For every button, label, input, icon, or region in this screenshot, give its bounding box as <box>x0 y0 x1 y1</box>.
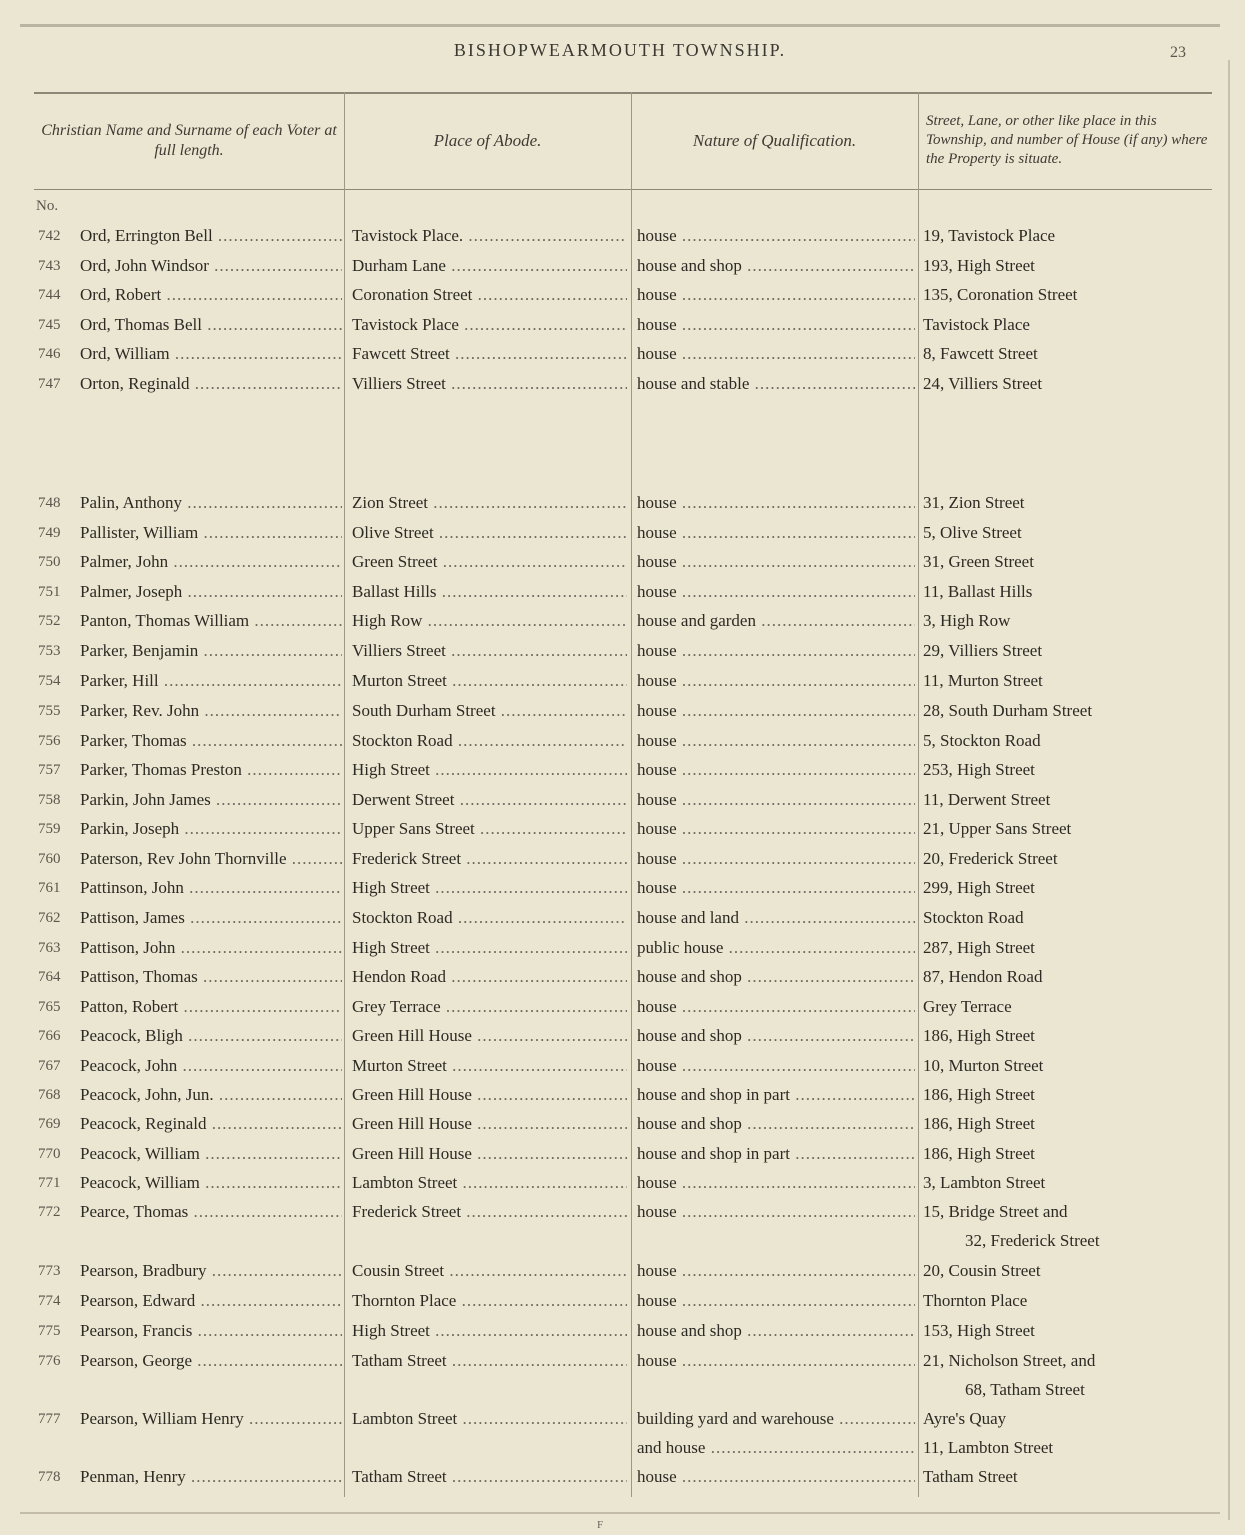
nature-of-qualification: house ..... <box>637 225 915 247</box>
nature-of-qualification: house and shop ..... <box>637 1025 915 1047</box>
nature-of-qualification: house ..... <box>637 700 915 722</box>
voter-name: Peacock, William ..... <box>80 1143 342 1165</box>
place-of-abode: High Street ..... <box>352 877 627 899</box>
footer-rule <box>20 1512 1220 1514</box>
property-street: 21, Nicholson Street, and <box>923 1351 1096 1370</box>
voter-name: Peacock, Bligh ..... <box>80 1025 342 1047</box>
table-row <box>0 730 1245 760</box>
place-of-abode: South Durham Street ..... <box>352 700 627 722</box>
voter-number: 760 <box>38 851 61 867</box>
table-row <box>0 1290 1245 1320</box>
place-of-abode: Green Street ..... <box>352 551 627 573</box>
voter-number: 755 <box>38 703 61 719</box>
voter-number: 776 <box>38 1353 61 1369</box>
voter-name: Pattison, James ..... <box>80 907 342 929</box>
property-street: 10, Murton Street <box>923 1056 1044 1075</box>
voter-name: Orton, Reginald ..... <box>80 373 342 395</box>
nature-of-qualification: house ..... <box>637 343 915 365</box>
property-street: 11, Murton Street <box>923 671 1043 690</box>
property-street: 11, Derwent Street <box>923 790 1051 809</box>
table-row <box>0 1084 1245 1114</box>
voter-number: 749 <box>38 525 61 541</box>
voter-name: Ord, John Windsor ..... <box>80 255 342 277</box>
place-of-abode: Hendon Road ..... <box>352 966 627 988</box>
nature-of-qualification: house ..... <box>637 640 915 662</box>
property-street: 186, High Street <box>923 1144 1035 1163</box>
nature-of-qualification: house ..... <box>637 848 915 870</box>
property-street: Stockton Road <box>923 908 1024 927</box>
nature-of-qualification: house and shop ..... <box>637 1113 915 1135</box>
page-title: BISHOPWEARMOUTH TOWNSHIP. <box>453 40 787 60</box>
voter-name: Ord, Robert ..... <box>80 284 342 306</box>
table-row <box>0 373 1245 403</box>
voter-number: 773 <box>38 1263 61 1279</box>
place-of-abode: Stockton Road ..... <box>352 730 627 752</box>
voter-number: 754 <box>38 673 61 689</box>
place-of-abode: Villiers Street ..... <box>352 640 627 662</box>
property-street: 24, Villiers Street <box>923 374 1043 393</box>
nature-of-qualification: house and shop in part ..... <box>637 1084 915 1106</box>
property-street-continued: 68, Tatham Street <box>965 1380 1085 1399</box>
nature-of-qualification: house and stable ..... <box>637 373 915 395</box>
voter-name: Parkin, Joseph ..... <box>80 818 342 840</box>
nature-of-qualification: house ..... <box>637 1201 915 1223</box>
voter-number: 759 <box>38 821 61 837</box>
voter-number: 756 <box>38 733 61 749</box>
table-row-continuation <box>0 1437 1245 1467</box>
table-row <box>0 848 1245 878</box>
nature-of-qualification: house ..... <box>637 996 915 1018</box>
property-street: 20, Cousin Street <box>923 1261 1041 1280</box>
voter-name: Pearson, George ..... <box>80 1350 342 1372</box>
property-street: Grey Terrace <box>923 997 1012 1016</box>
property-street: 153, High Street <box>923 1321 1035 1340</box>
table-row <box>0 1408 1245 1438</box>
voter-name: Parker, Thomas Preston ..... <box>80 759 342 781</box>
nature-of-qualification: house and shop ..... <box>637 1320 915 1342</box>
table-row <box>0 759 1245 789</box>
nature-of-qualification: house ..... <box>637 1055 915 1077</box>
property-street: Tavistock Place <box>923 315 1030 334</box>
voter-name: Pearson, Bradbury ..... <box>80 1260 342 1282</box>
place-of-abode: Green Hill House ..... <box>352 1084 627 1106</box>
voter-number: 753 <box>38 643 61 659</box>
nature-of-qualification-continued: and house ..... <box>637 1437 915 1459</box>
place-of-abode: High Street ..... <box>352 1320 627 1342</box>
property-street: 8, Fawcett Street <box>923 344 1038 363</box>
property-street: 186, High Street <box>923 1085 1035 1104</box>
place-of-abode: Green Hill House ..... <box>352 1025 627 1047</box>
voter-name: Palmer, Joseph ..... <box>80 581 342 603</box>
place-of-abode: Thornton Place ..... <box>352 1290 627 1312</box>
property-street: 135, Coronation Street <box>923 285 1078 304</box>
voter-number: 768 <box>38 1087 61 1103</box>
nature-of-qualification: public house ..... <box>637 937 915 959</box>
nature-of-qualification: building yard and warehouse ..... <box>637 1408 915 1430</box>
column-header-qualification: Nature of Qualification. <box>692 130 857 150</box>
voter-number: 772 <box>38 1204 61 1220</box>
voter-number: 752 <box>38 613 61 629</box>
table-row <box>0 640 1245 670</box>
voter-number: 777 <box>38 1411 61 1427</box>
voter-name: Pallister, William ..... <box>80 522 342 544</box>
voter-number: 747 <box>38 376 61 392</box>
place-of-abode: Green Hill House ..... <box>352 1113 627 1135</box>
table-row-continuation <box>0 1379 1245 1409</box>
voter-name: Ord, Thomas Bell ..... <box>80 314 342 336</box>
signature-mark: F <box>597 1519 604 1531</box>
nature-of-qualification: house ..... <box>637 877 915 899</box>
property-street: 5, Olive Street <box>923 523 1022 542</box>
place-of-abode: Murton Street ..... <box>352 1055 627 1077</box>
table-row <box>0 581 1245 611</box>
property-street: 186, High Street <box>923 1114 1035 1133</box>
voter-number: 757 <box>38 762 61 778</box>
voter-name: Panton, Thomas William ..... <box>80 610 342 632</box>
nature-of-qualification: house ..... <box>637 759 915 781</box>
voter-name: Parker, Rev. John ..... <box>80 700 342 722</box>
property-street: 31, Zion Street <box>923 493 1025 512</box>
place-of-abode: Derwent Street ..... <box>352 789 627 811</box>
top-rule <box>20 24 1220 27</box>
voter-number: 775 <box>38 1323 61 1339</box>
table-row <box>0 937 1245 967</box>
place-of-abode: Olive Street ..... <box>352 522 627 544</box>
voter-number: 762 <box>38 910 61 926</box>
table-row <box>0 1466 1245 1496</box>
page-number: 23 <box>1170 44 1186 61</box>
property-street: 21, Upper Sans Street <box>923 819 1072 838</box>
nature-of-qualification: house ..... <box>637 670 915 692</box>
property-street: Thornton Place <box>923 1291 1028 1310</box>
voter-number: 766 <box>38 1028 61 1044</box>
table-row <box>0 1143 1245 1173</box>
place-of-abode: Coronation Street ..... <box>352 284 627 306</box>
voter-name: Pearce, Thomas ..... <box>80 1201 342 1223</box>
nature-of-qualification: house ..... <box>637 1350 915 1372</box>
nature-of-qualification: house ..... <box>637 522 915 544</box>
property-street: 3, Lambton Street <box>923 1173 1046 1192</box>
voter-number: 764 <box>38 969 61 985</box>
nature-of-qualification: house ..... <box>637 284 915 306</box>
place-of-abode: Frederick Street ..... <box>352 1201 627 1223</box>
voter-name: Peacock, William ..... <box>80 1172 342 1194</box>
voter-number: 758 <box>38 792 61 808</box>
property-street: 15, Bridge Street and <box>923 1202 1068 1221</box>
place-of-abode: Durham Lane ..... <box>352 255 627 277</box>
header-bottom-rule <box>34 189 1212 190</box>
table-row <box>0 996 1245 1026</box>
nature-of-qualification: house ..... <box>637 1290 915 1312</box>
place-of-abode: Tatham Street ..... <box>352 1466 627 1488</box>
place-of-abode: Ballast Hills ..... <box>352 581 627 603</box>
nature-of-qualification: house and garden ..... <box>637 610 915 632</box>
place-of-abode: High Row ..... <box>352 610 627 632</box>
nature-of-qualification: house ..... <box>637 581 915 603</box>
nature-of-qualification: house ..... <box>637 1172 915 1194</box>
place-of-abode: Upper Sans Street ..... <box>352 818 627 840</box>
place-of-abode: Lambton Street ..... <box>352 1172 627 1194</box>
property-street: 19, Tavistock Place <box>923 226 1056 245</box>
nature-of-qualification: house and shop ..... <box>637 255 915 277</box>
voter-name: Pattison, Thomas ..... <box>80 966 342 988</box>
nature-of-qualification: house ..... <box>637 1466 915 1488</box>
table-row <box>0 1201 1245 1231</box>
voter-name: Peacock, John ..... <box>80 1055 342 1077</box>
voter-number: 770 <box>38 1146 61 1162</box>
table-row <box>0 966 1245 996</box>
place-of-abode: High Street ..... <box>352 937 627 959</box>
nature-of-qualification: house ..... <box>637 730 915 752</box>
voter-name: Parkin, John James ..... <box>80 789 342 811</box>
table-row <box>0 551 1245 581</box>
number-label: No. <box>36 198 59 214</box>
property-street: 11, Ballast Hills <box>923 582 1033 601</box>
voter-name: Pearson, Francis ..... <box>80 1320 342 1342</box>
table-row <box>0 700 1245 730</box>
nature-of-qualification: house ..... <box>637 1260 915 1282</box>
table-row <box>0 343 1245 373</box>
property-street: 87, Hendon Road <box>923 967 1043 986</box>
property-street: 186, High Street <box>923 1026 1035 1045</box>
table-row <box>0 818 1245 848</box>
voter-number: 771 <box>38 1175 61 1191</box>
nature-of-qualification: house ..... <box>637 551 915 573</box>
voter-name: Pattison, John ..... <box>80 937 342 959</box>
table-row <box>0 284 1245 314</box>
voter-name: Patton, Robert ..... <box>80 996 342 1018</box>
table-row <box>0 1055 1245 1085</box>
place-of-abode: Grey Terrace ..... <box>352 996 627 1018</box>
nature-of-qualification: house ..... <box>637 492 915 514</box>
property-street: 253, High Street <box>923 760 1035 779</box>
voter-name: Parker, Thomas ..... <box>80 730 342 752</box>
table-row <box>0 255 1245 285</box>
property-street: 29, Villiers Street <box>923 641 1043 660</box>
table-row <box>0 907 1245 937</box>
place-of-abode: Villiers Street ..... <box>352 373 627 395</box>
voter-number: 746 <box>38 346 61 362</box>
column-header-street: Street, Lane, or other like place in this Township, and number of House (if any) where the Property is situate. <box>926 113 1208 167</box>
voter-name: Palin, Anthony ..... <box>80 492 342 514</box>
property-street: 299, High Street <box>923 878 1035 897</box>
voter-name: Ord, William ..... <box>80 343 342 365</box>
place-of-abode: Tatham Street ..... <box>352 1350 627 1372</box>
voter-name: Ord, Errington Bell ..... <box>80 225 342 247</box>
table-row <box>0 1172 1245 1202</box>
table-row <box>0 522 1245 552</box>
place-of-abode: Murton Street ..... <box>352 670 627 692</box>
property-street: 20, Frederick Street <box>923 849 1058 868</box>
column-header-name: Christian Name and Surname of each Voter at full length. <box>41 121 337 159</box>
place-of-abode: Frederick Street ..... <box>352 848 627 870</box>
table-row <box>0 877 1245 907</box>
property-street: 28, South Durham Street <box>923 701 1093 720</box>
table-row <box>0 225 1245 255</box>
voter-name: Peacock, Reginald ..... <box>80 1113 342 1135</box>
voter-number: 763 <box>38 940 61 956</box>
table-row <box>0 670 1245 700</box>
table-row <box>0 1260 1245 1290</box>
table-row <box>0 314 1245 344</box>
place-of-abode: Fawcett Street ..... <box>352 343 627 365</box>
property-street: 193, High Street <box>923 256 1035 275</box>
voter-name: Parker, Benjamin ..... <box>80 640 342 662</box>
table-row <box>0 492 1245 522</box>
nature-of-qualification: house and shop ..... <box>637 966 915 988</box>
property-street: 287, High Street <box>923 938 1035 957</box>
table-row <box>0 1320 1245 1350</box>
voter-name: Palmer, John ..... <box>80 551 342 573</box>
voter-name: Penman, Henry ..... <box>80 1466 342 1488</box>
place-of-abode: Cousin Street ..... <box>352 1260 627 1282</box>
property-street: Ayre's Quay <box>923 1409 1007 1428</box>
voter-name: Peacock, John, Jun. ..... <box>80 1084 342 1106</box>
column-header-abode: Place of Abode. <box>433 130 542 150</box>
voter-number: 778 <box>38 1469 61 1485</box>
nature-of-qualification: house and land ..... <box>637 907 915 929</box>
voter-number: 774 <box>38 1293 61 1309</box>
property-street-continued: 11, Lambton Street <box>923 1438 1054 1457</box>
voter-number: 748 <box>38 495 61 511</box>
place-of-abode: Green Hill House ..... <box>352 1143 627 1165</box>
property-street: 31, Green Street <box>923 552 1034 571</box>
voter-name: Pattinson, John ..... <box>80 877 342 899</box>
table-row-continuation <box>0 1230 1245 1260</box>
voter-number: 742 <box>38 228 61 244</box>
place-of-abode: Zion Street ..... <box>352 492 627 514</box>
voter-name: Pearson, William Henry ..... <box>80 1408 342 1430</box>
table-row <box>0 1025 1245 1055</box>
property-street: Tatham Street <box>923 1467 1018 1486</box>
voter-number: 769 <box>38 1116 61 1132</box>
voter-number: 743 <box>38 258 61 274</box>
voter-number: 767 <box>38 1058 61 1074</box>
place-of-abode: Tavistock Place ..... <box>352 314 627 336</box>
voter-number: 750 <box>38 554 61 570</box>
property-street: 5, Stockton Road <box>923 731 1041 750</box>
nature-of-qualification: house ..... <box>637 789 915 811</box>
table-row <box>0 1350 1245 1380</box>
nature-of-qualification: house ..... <box>637 818 915 840</box>
voter-name: Pearson, Edward ..... <box>80 1290 342 1312</box>
property-street: 3, High Row <box>923 611 1011 630</box>
table-row <box>0 1113 1245 1143</box>
place-of-abode: High Street ..... <box>352 759 627 781</box>
place-of-abode: Tavistock Place. ..... <box>352 225 627 247</box>
voter-number: 751 <box>38 584 61 600</box>
nature-of-qualification: house ..... <box>637 314 915 336</box>
place-of-abode: Stockton Road ..... <box>352 907 627 929</box>
nature-of-qualification: house and shop in part ..... <box>637 1143 915 1165</box>
voter-name: Paterson, Rev John Thornville ..... <box>80 848 342 870</box>
voter-number: 745 <box>38 317 61 333</box>
table-row <box>0 610 1245 640</box>
voter-number: 761 <box>38 880 61 896</box>
place-of-abode: Lambton Street ..... <box>352 1408 627 1430</box>
voter-name: Parker, Hill ..... <box>80 670 342 692</box>
voter-number: 765 <box>38 999 61 1015</box>
voter-number: 744 <box>38 287 61 303</box>
table-row <box>0 789 1245 819</box>
property-street-continued: 32, Frederick Street <box>965 1231 1100 1250</box>
